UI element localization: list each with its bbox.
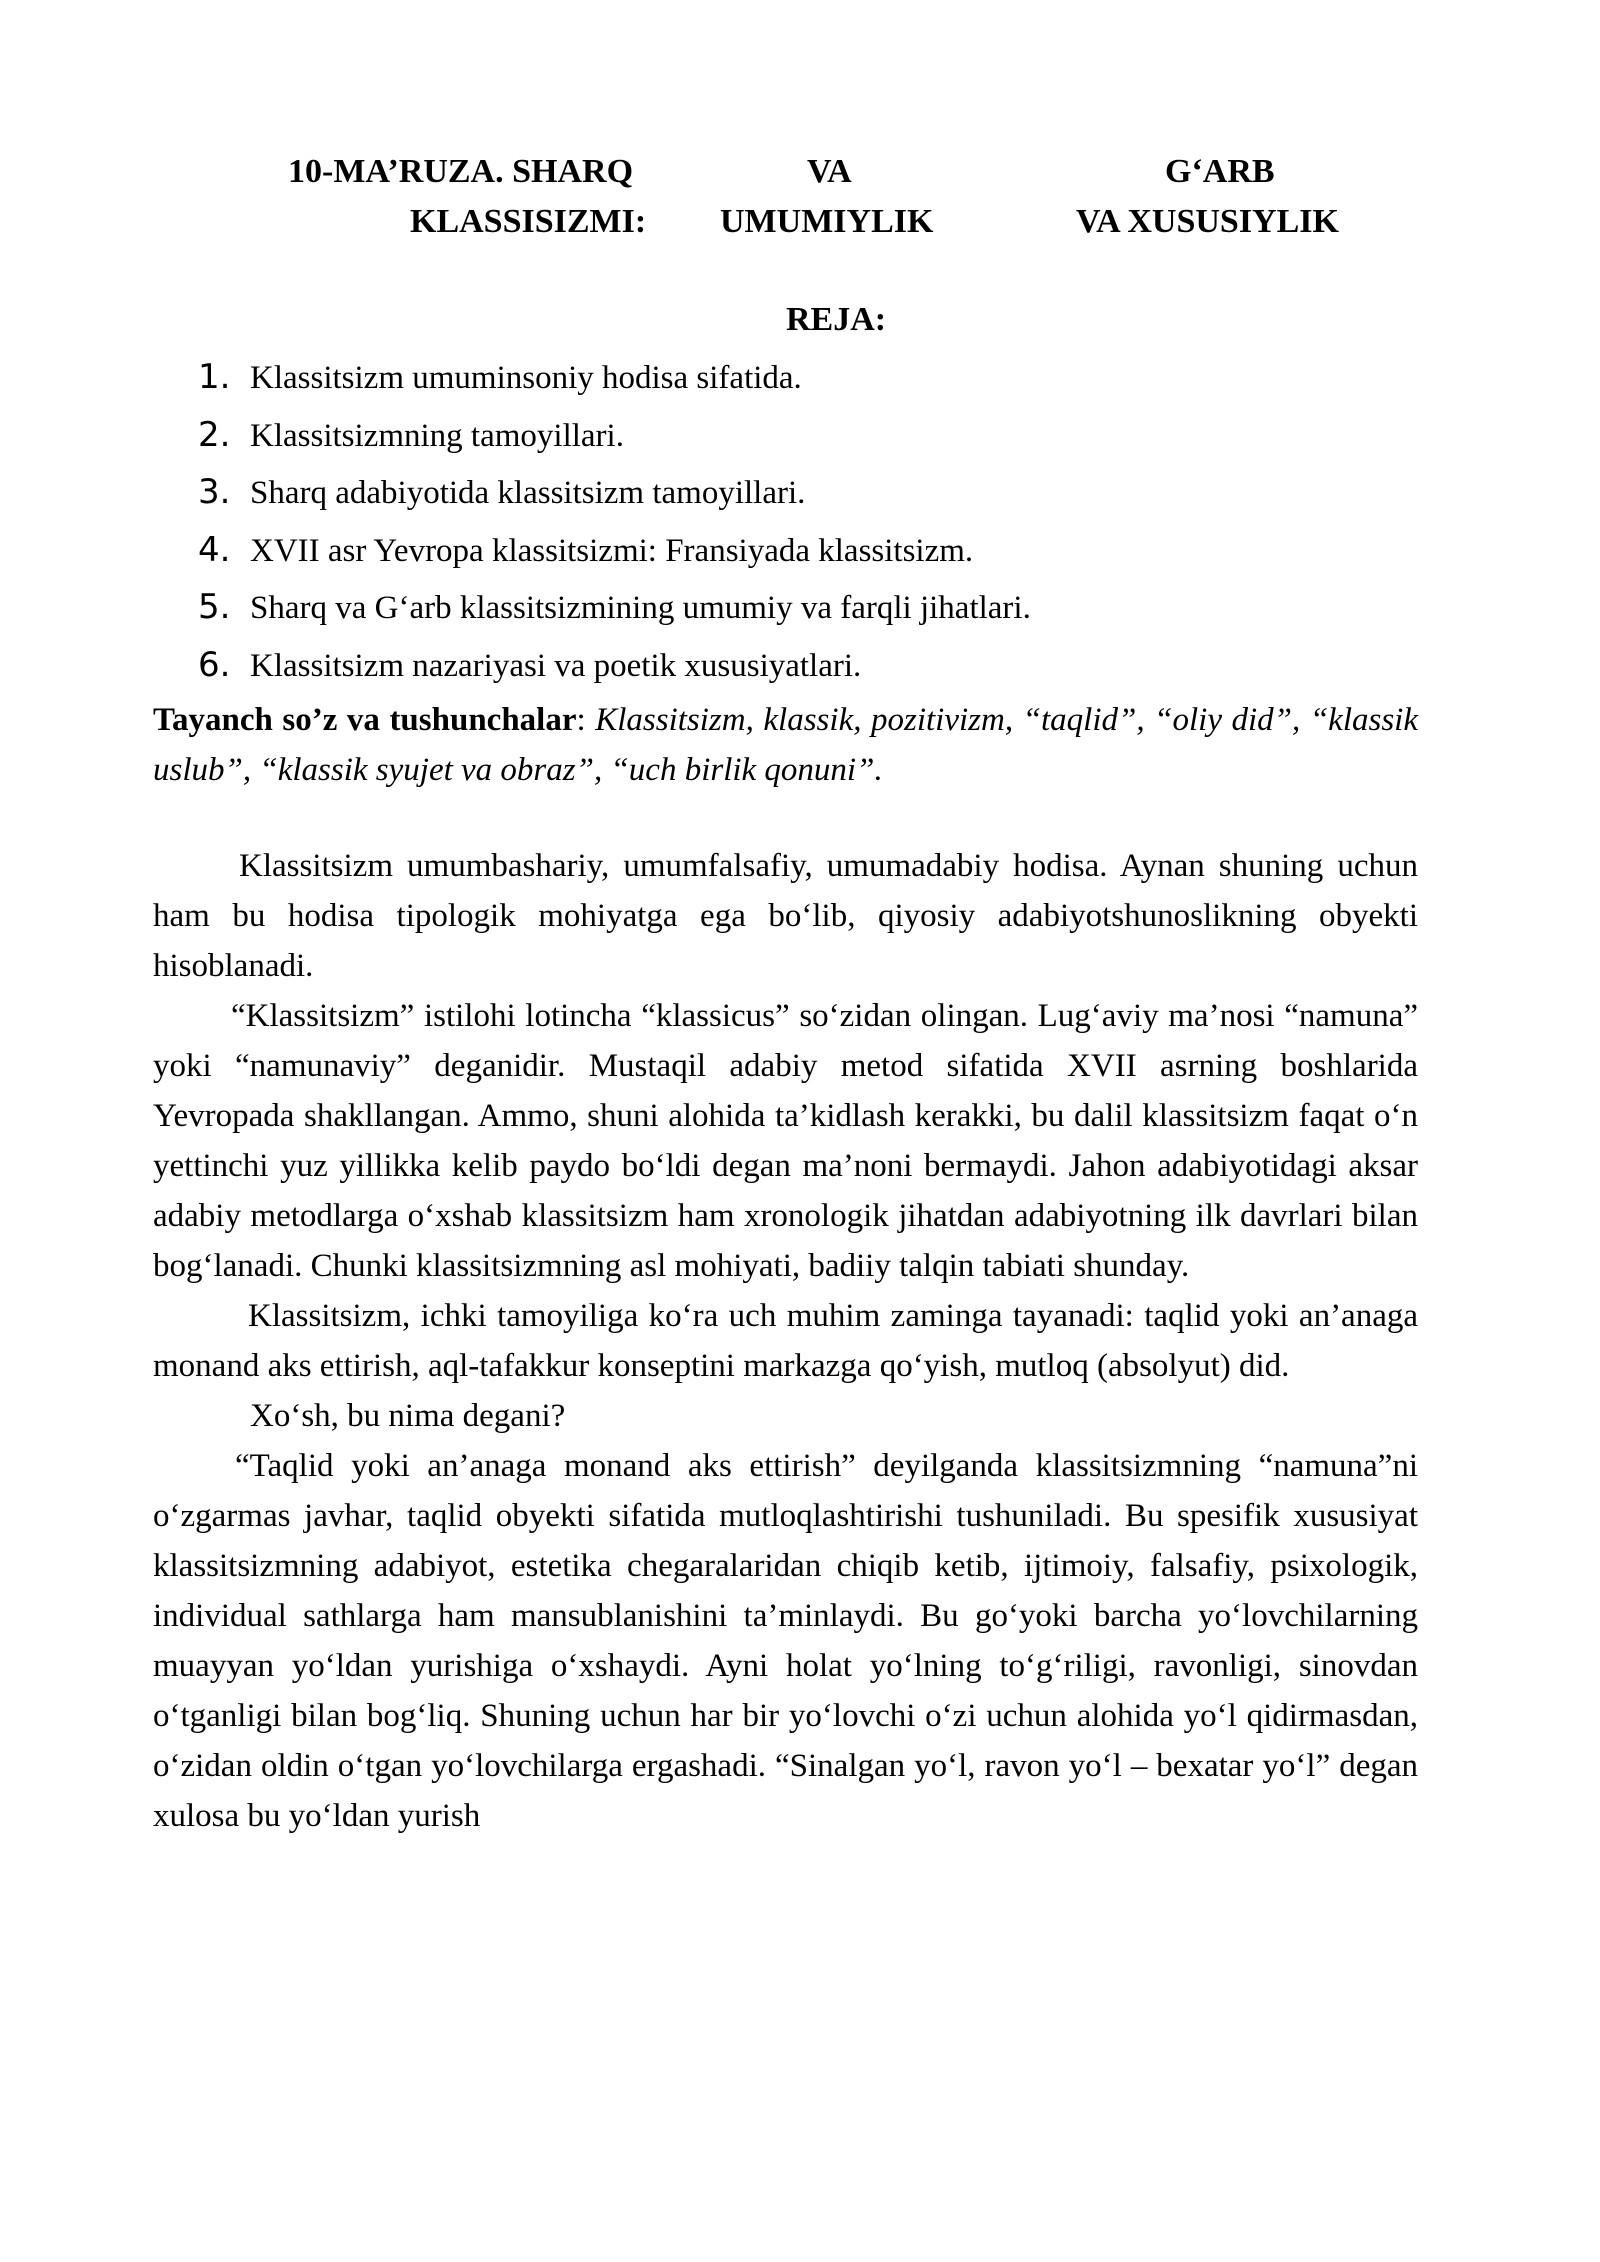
title-part-4: KLASSISIZMI: [410,203,647,240]
body-text [153,841,1418,1841]
keywords-separator: : [576,702,596,738]
plan-item-number: 2. [198,414,231,455]
plan-item [198,641,1031,699]
plan-item-number: 4. [198,529,231,570]
keywords-label: Tayanch so’z va tushunchalar [153,702,577,738]
plan-item-text: XVII asr Yevropa klassitsizmi: Fransiyada klassitsizm. [250,532,974,569]
plan-item [198,526,1031,584]
plan-item-text: Sharq adabiyotida klassitsizm tamoyillari. [250,475,806,511]
plan-heading: REJA: [786,301,887,338]
title-part-6: VA XUSUSIYLIK [1076,203,1339,240]
plan-item [198,583,1031,641]
body-paragraph: Klassitsizm, ichki tamoyiliga ko‘ra uch muhim zaminga tayanadi: taqlid yoki an’anaga monand aks ettirish, aql-tafakkur konseptini markazga qo‘yish, mutloq (absolyut) did. [153,1298,1418,1384]
plan-item-number: 6. [198,644,231,685]
plan-item [198,411,1031,469]
body-paragraph: “Taqlid yoki an’anaga monand aks ettirish” deyilganda klassitsizmning “namuna”ni o‘zgarmas javhar, taqlid obyekti sifatida mutloqlashtirishi tushuniladi. Bu spesifik xususiyat klassitsizmning adabiyot, estetika chegaralaridan chiqib ketib, ijtimoiy, falsafiy, psixologik, individual sathlarga ham mansublanishini ta’minlaydi. Bu go‘yoki barcha yo‘lovchilarning muayyan yo‘ldan yurishiga o‘xshaydi. Ayni holat yo‘lning to‘g‘riligi, ravonligi, sinovdan o‘tganligi bilan bog‘liq. Shuning uchun har bir yo‘lovchi o‘zi uchun alohida yo‘l qidirmasdan, o‘zidan oldin o‘tgan yo‘lovchilarga ergashadi. “Sinalgan yo‘l, ravon yo‘l – bexatar yo‘l” degan xulosa bu yo‘ldan yurish [153,1448,1418,1834]
body-paragraph: Klassitsizm umumbashariy, umumfalsafiy, umumadabiy hodisa. Aynan shuning uchun ham bu hodisa tipologik mohiyatga ega bo‘lib, qiyosiy adabiyotshunoslikning obyekti hisoblanadi. [153,848,1418,984]
body-paragraph: Xo‘sh, bu nima degani? [250,1398,566,1434]
title-part-2: VA [807,153,852,190]
body-paragraph: “Klassitsizm” istilohi lotincha “klassicus” so‘zidan olingan. Lug‘aviy ma’nosi “namuna” yoki “namunaviy” deganidir. Mustaqil adabiy metod sifatida XVII asrning boshlarida Yevropada shakllangan. Ammo, shuni alohida ta’kidlash kerakki, bu dalil klassitsizm faqat o‘n yettinchi yuz yillikka kelib paydo bo‘ldi degan ma’noni bermaydi. Jahon adabiyotidagi aksar adabiy metodlarga o‘xshab klassitsizm ham xronologik jihatdan adabiyotning ilk davrlari bilan bog‘lanadi. Chunki klassitsizmning asl mohiyati, badiiy talqin tabiati shunday. [153,998,1418,1284]
keywords-block [153,695,1418,795]
plan-item-number: 3. [198,472,231,512]
plan-item-text: Klassitsizm umuminsoniy hodisa sifatida. [250,360,802,396]
plan-item-text: Sharq va G‘arb klassitsizmining umumiy va farqli jihatlari. [250,590,1031,626]
title-part-5: UMUMIYLIK [720,203,934,240]
plan-item [198,468,1031,526]
plan-list [198,353,1031,698]
plan-item-number: 1. [198,357,231,397]
plan-item-text: Klassitsizm nazariyasi va poetik xususiyatlari. [250,647,862,684]
title-part-1: 10-MA’RUZA. SHARQ [288,153,634,190]
plan-item-number: 5. [198,587,231,627]
plan-item [198,353,1031,411]
keywords-text: Klassitsizm, klassik, pozitivizm, “taqlid”, “oliy did”, “klassik uslub”, “klassik syujet va obraz”, “uch birlik qonuni”. [153,702,1418,788]
title-part-3: G‘ARB [1165,153,1275,190]
plan-item-text: Klassitsizmning tamoyillari. [250,417,624,454]
